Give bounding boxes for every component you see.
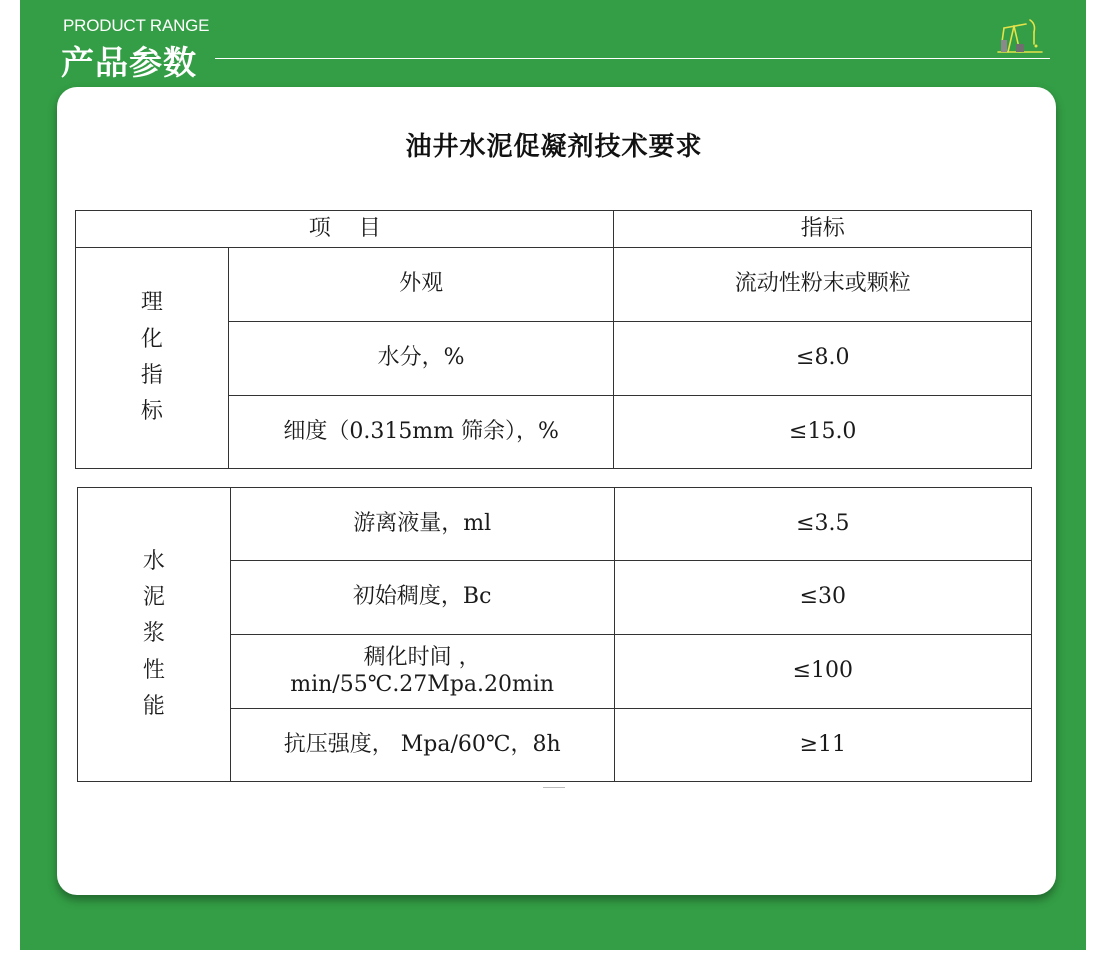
divider-mark [543, 787, 565, 788]
table-header-row [76, 211, 1032, 248]
section-title-en: PRODUCT RANGE [63, 16, 210, 35]
header-item: 项 目 [76, 211, 614, 248]
row-value: ≥11 [614, 709, 1031, 782]
row-item: 外观 [228, 248, 614, 322]
row-item: 初始稠度，Bc [230, 561, 614, 635]
header-index: 指标 [614, 211, 1032, 248]
header-divider [215, 58, 1050, 59]
pumpjack-icon [996, 14, 1044, 56]
row-item: 水分，% [228, 322, 614, 396]
document-title: 油井水泥促凝剂技术要求 [405, 132, 703, 162]
row-value: ≤15.0 [614, 396, 1032, 469]
row-item: 细度（0.315mm 筛余），% [228, 396, 614, 469]
row-value: ≤8.0 [614, 322, 1032, 396]
row-value: 流动性粉末或颗粒 [614, 248, 1032, 322]
physicochemical-table [75, 210, 1032, 469]
row-item-line1: 稠化时间 ， [363, 645, 481, 671]
row-value: ≤100 [614, 635, 1031, 709]
group-label-slurry: 水 泥 浆 性 能 [78, 488, 231, 782]
row-item [230, 635, 614, 709]
slurry-performance-table [77, 487, 1032, 782]
section-title-cn: 产品参数 [61, 43, 197, 82]
row-item-line2: min/55℃.27Mpa.20min [290, 671, 555, 697]
table-row [76, 248, 1032, 322]
row-value: ≤3.5 [614, 488, 1031, 561]
row-item: 游离液量，ml [230, 488, 614, 561]
row-value: ≤30 [614, 561, 1031, 635]
row-item: 抗压强度， Mpa/60℃，8h [230, 709, 614, 782]
group-label-physicochemical: 理 化 指 标 [76, 248, 229, 469]
table-row [78, 488, 1032, 561]
